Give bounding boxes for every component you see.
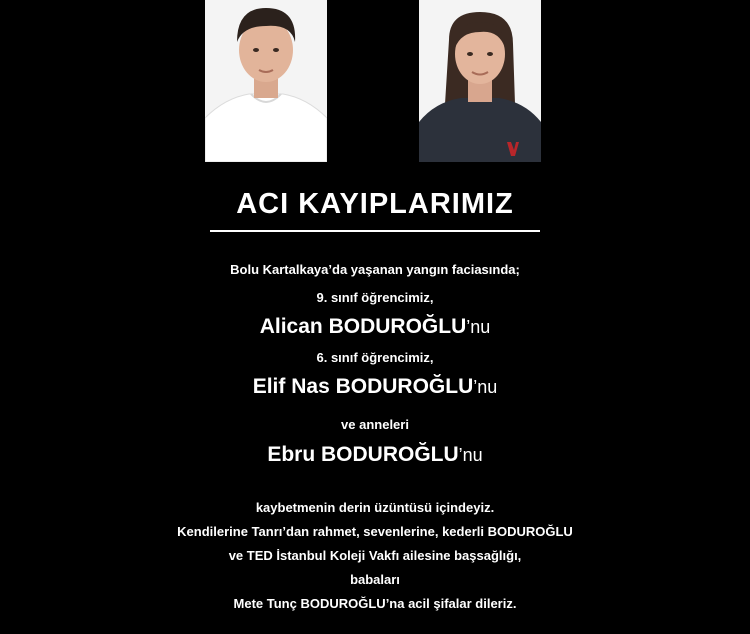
mother-name: Ebru BODUROĞLU bbox=[267, 443, 459, 466]
girl-photo bbox=[419, 0, 541, 162]
student1-suffix: ’nu bbox=[466, 317, 491, 337]
closing-line-2: Kendilerine Tanrı’dan rahmet, sevenlerine, kederli BODUROĞLU bbox=[177, 524, 573, 539]
student2-name: Elif Nas BODUROĞLU bbox=[252, 375, 474, 398]
closing-line-4: babaları bbox=[350, 572, 400, 587]
title-divider bbox=[210, 230, 540, 232]
closing-line-3: ve TED İstanbul Koleji Vakfı ailesine başsağlığı, bbox=[228, 548, 522, 563]
closing-line-5 bbox=[0, 596, 750, 611]
father-name: Mete Tunç BODUROĞLU bbox=[233, 596, 386, 611]
student1-name: Alican BODUROĞLU bbox=[259, 315, 467, 338]
student1-role: 9. sınıf öğrencimiz, bbox=[316, 290, 434, 305]
page-title: ACI KAYIPLARIMIZ bbox=[236, 188, 514, 220]
student1-line bbox=[0, 315, 750, 339]
mother-line bbox=[0, 443, 750, 467]
mother-suffix: ’nu bbox=[458, 445, 483, 465]
closing-line-5-rest: ’na acil şifalar dileriz. bbox=[385, 596, 517, 611]
closing-line-1: kaybetmenin derin üzüntüsü içindeyiz. bbox=[255, 500, 495, 515]
boy-photo bbox=[205, 0, 327, 162]
student2-suffix: ’nu bbox=[473, 377, 498, 397]
student2-role: 6. sınıf öğrencimiz, bbox=[316, 350, 434, 365]
mother-role: ve anneleri bbox=[341, 417, 409, 432]
intro-text: Bolu Kartalkaya’da yaşanan yangın faciasında; bbox=[230, 262, 520, 277]
student2-line bbox=[0, 375, 750, 399]
